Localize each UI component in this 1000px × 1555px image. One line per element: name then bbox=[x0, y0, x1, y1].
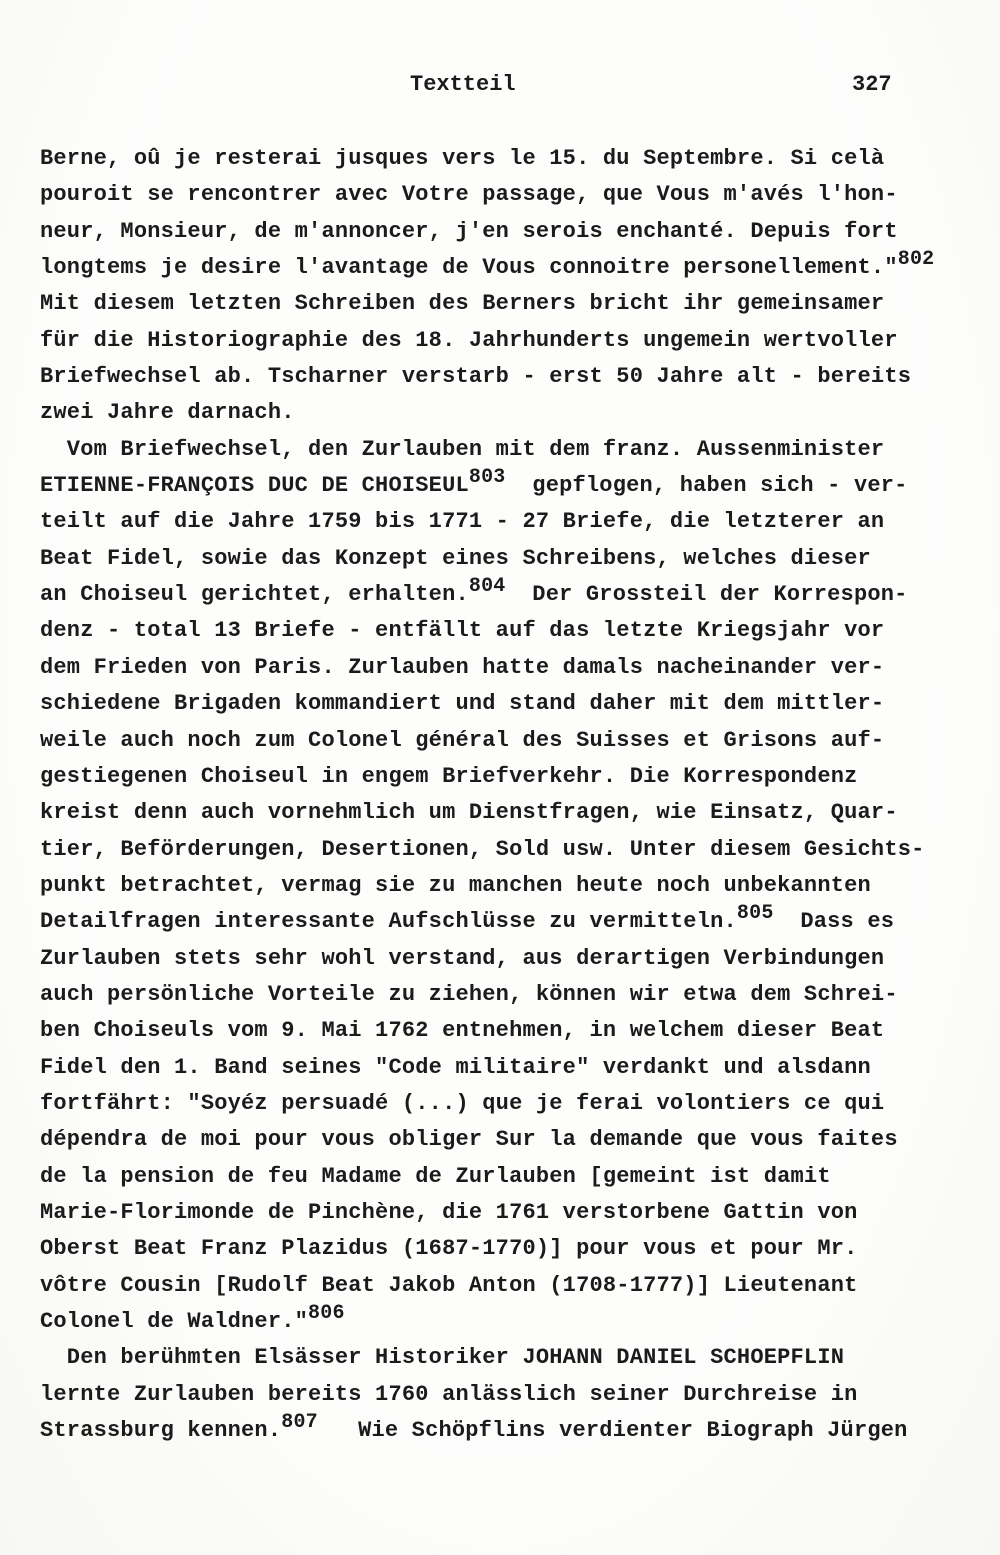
text-segment: pouroit se rencontrer avec Votre passage, que Vous m'avés l'hon- bbox=[40, 182, 898, 208]
text-segment: dépendra de moi pour vous obliger Sur la demande que vous faites bbox=[40, 1127, 898, 1153]
text-segment: Briefwechsel ab. Tscharner verstarb - erst 50 Jahre alt - bereits bbox=[40, 364, 912, 390]
text-segment: longtems je desire l'avantage de Vous connoitre personellement." bbox=[40, 255, 898, 281]
text-segment: auch persönliche Vorteile zu ziehen, können wir etwa dem Schrei- bbox=[40, 981, 898, 1007]
text-segment: Den berühmten Elsässer Historiker JOHANN DANIEL SCHOEPFLIN bbox=[40, 1345, 845, 1371]
text-line bbox=[40, 1159, 970, 1195]
running-title: Textteil bbox=[410, 72, 516, 97]
text-line bbox=[40, 904, 970, 940]
text-segment: ETIENNE-FRANÇOIS DUC DE CHOISEUL bbox=[40, 473, 469, 499]
text-segment: teilt auf die Jahre 1759 bis 1771 - 27 Briefe, die letzterer an bbox=[40, 509, 885, 535]
text-segment: Colonel de Waldner." bbox=[40, 1309, 309, 1334]
text-segment: Oberst Beat Franz Plazidus (1687-1770)] pour vous et pour Mr. bbox=[40, 1236, 858, 1262]
text-segment: an Choiseul gerichtet, erhalten. bbox=[40, 582, 469, 608]
text-segment: Marie-Florimonde de Pinchène, die 1761 verstorbene Gattin von bbox=[40, 1199, 858, 1225]
text-segment: für die Historiographie des 18. Jahrhunderts ungemein wertvoller bbox=[40, 327, 898, 353]
text-line bbox=[40, 832, 970, 868]
text-segment: lernte Zurlauben bereits 1760 anlässlich seiner Durchreise in bbox=[40, 1381, 858, 1407]
text-line bbox=[40, 141, 970, 177]
text-line bbox=[40, 359, 970, 395]
text-segment: punkt betrachtet, vermag sie zu manchen heute noch unbekannten bbox=[40, 872, 871, 898]
text-segment: fortfährt: "Soyéz persuadé (...) que je ferai volontiers ce qui bbox=[40, 1090, 885, 1116]
text-line bbox=[40, 395, 970, 431]
text-segment: Berne, oû je resterai jusques vers le 15. du Septembre. Si celà bbox=[40, 146, 885, 171]
text-segment: Mit diesem letzten Schreiben des Berners bricht ihr gemeinsamer bbox=[40, 291, 885, 317]
text-segment: tier, Beförderungen, Desertionen, Sold usw. Unter diesem Gesichts- bbox=[40, 836, 925, 862]
text-segment: denz - total 13 Briefe - entfällt auf das letzte Kriegsjahr vor bbox=[40, 618, 885, 644]
text-line bbox=[40, 468, 970, 504]
text-line bbox=[40, 577, 970, 613]
footnote-reference: 806 bbox=[308, 1302, 345, 1325]
text-line bbox=[40, 1050, 970, 1086]
page-header bbox=[0, 71, 1000, 101]
text-segment: schiedene Brigaden kommandiert und stand daher mit dem mittler- bbox=[40, 691, 885, 717]
text-line bbox=[40, 613, 970, 649]
text-line bbox=[40, 1413, 970, 1449]
text-line bbox=[40, 686, 970, 722]
text-line bbox=[40, 1304, 970, 1340]
text-line bbox=[40, 432, 970, 468]
text-segment: de la pension de feu Madame de Zurlauben [gemeint ist damit bbox=[40, 1163, 831, 1189]
text-line bbox=[40, 1195, 970, 1231]
text-line bbox=[40, 759, 970, 795]
footnote-reference: 805 bbox=[736, 902, 774, 926]
text-line bbox=[40, 1268, 970, 1304]
text-line bbox=[40, 977, 970, 1013]
text-line bbox=[40, 1340, 970, 1376]
text-line bbox=[40, 1231, 970, 1267]
text-segment: Strassburg kennen. bbox=[40, 1418, 282, 1444]
text-segment: Beat Fidel, sowie das Konzept eines Schreibens, welches dieser bbox=[40, 545, 871, 571]
text-segment: ben Choiseuls vom 9. Mai 1762 entnehmen, in welchem dieser Beat bbox=[40, 1018, 885, 1044]
text-segment: Dass es bbox=[773, 909, 895, 935]
text-segment: Detailfragen interessante Aufschlüsse zu vermitteln. bbox=[40, 909, 737, 935]
text-line bbox=[40, 1013, 970, 1049]
text-line bbox=[40, 286, 970, 322]
text-line bbox=[40, 1377, 970, 1413]
text-segment: neur, Monsieur, de m'annoncer, j'en serois enchanté. Depuis fort bbox=[40, 218, 898, 244]
text-line bbox=[40, 177, 970, 213]
text-segment: gepflogen, haben sich - ver- bbox=[505, 473, 908, 499]
text-segment: Der Grossteil der Korrespon- bbox=[505, 582, 908, 608]
text-line bbox=[40, 504, 970, 540]
footnote-reference: 803 bbox=[468, 466, 506, 490]
text-line bbox=[40, 541, 970, 577]
text-segment: vôtre Cousin [Rudolf Beat Jakob Anton (1708-1777)] Lieutenant bbox=[40, 1272, 858, 1298]
text-line bbox=[40, 795, 970, 831]
text-line bbox=[40, 650, 970, 686]
page-number: 327 bbox=[852, 72, 892, 97]
footnote-reference: 802 bbox=[897, 248, 935, 272]
text-line bbox=[40, 868, 970, 904]
text-line bbox=[40, 214, 970, 250]
text-segment: zwei Jahre darnach. bbox=[40, 400, 295, 426]
text-segment: weile auch noch zum Colonel général des Suisses et Grisons auf- bbox=[40, 727, 885, 753]
text-line bbox=[40, 1122, 970, 1158]
text-segment: Zurlauben stets sehr wohl verstand, aus derartigen Verbindungen bbox=[40, 945, 885, 971]
footnote-reference: 804 bbox=[468, 575, 506, 599]
text-segment: Wie Schöpflins verdienter Biograph Jürgen bbox=[317, 1418, 908, 1444]
text-line bbox=[40, 323, 970, 359]
page-body bbox=[40, 141, 970, 1449]
text-line bbox=[40, 250, 970, 286]
text-line bbox=[40, 723, 970, 759]
text-segment: kreist denn auch vornehmlich um Dienstfragen, wie Einsatz, Quar- bbox=[40, 800, 898, 826]
text-segment: dem Frieden von Paris. Zurlauben hatte damals nacheinander ver- bbox=[40, 654, 885, 680]
text-segment: gestiegenen Choiseul in engem Briefverkehr. Die Korrespondenz bbox=[40, 763, 858, 789]
footnote-reference: 807 bbox=[281, 1411, 318, 1435]
text-line bbox=[40, 941, 970, 977]
text-line bbox=[40, 1086, 970, 1122]
text-segment: Fidel den 1. Band seines "Code militaire" verdankt und alsdann bbox=[40, 1054, 871, 1080]
text-segment: Vom Briefwechsel, den Zurlauben mit dem franz. Aussenminister bbox=[40, 436, 885, 462]
